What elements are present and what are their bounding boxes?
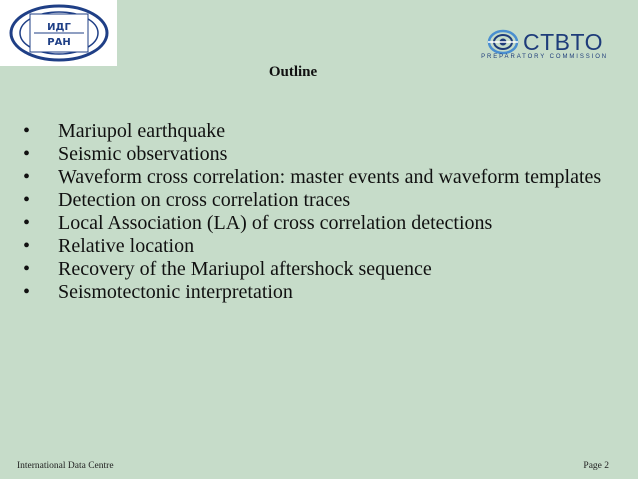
outline-item	[23, 189, 610, 212]
page-number: Page 2	[583, 461, 609, 471]
bullet-icon: •	[23, 281, 31, 303]
outline-item	[23, 120, 610, 143]
bullet-icon: •	[23, 212, 31, 234]
outline-item	[23, 281, 610, 304]
ctbto-subtitle: PREPARATORY COMMISSION	[481, 54, 608, 60]
logo-line2: РАН	[47, 37, 71, 48]
ctbto-logo	[481, 27, 608, 65]
outline-item	[23, 235, 610, 258]
outline-item	[23, 143, 610, 166]
outline-item-text: Relative location	[58, 235, 195, 257]
bullet-icon: •	[23, 235, 31, 257]
bullet-icon: •	[23, 143, 31, 165]
outline-item-text: Recovery of the Mariupol aftershock sequence	[58, 258, 432, 280]
outline-item-text: Mariupol earthquake	[58, 120, 226, 142]
bullet-icon: •	[23, 166, 31, 188]
ctbto-name: CTBTO	[523, 29, 604, 55]
outline-item-text: Detection on cross correlation traces	[58, 189, 351, 211]
idg-ras-emblem-icon	[0, 0, 117, 66]
outline-item	[23, 212, 610, 235]
outline-item-text: Seismotectonic interpretation	[58, 281, 293, 303]
outline-list	[23, 120, 610, 304]
bullet-icon: •	[23, 189, 31, 211]
outline-item	[23, 166, 610, 189]
outline-item-text: Local Association (LA) of cross correlation detections	[58, 212, 493, 234]
ctbto-globe-icon	[486, 29, 520, 55]
logo-line1: ИДГ	[47, 22, 71, 33]
outline-item-text: Seismic observations	[58, 143, 228, 165]
outline-item	[23, 258, 610, 281]
bullet-icon: •	[23, 120, 31, 142]
slide-title: Outline	[268, 64, 318, 80]
outline-item-text: Waveform cross correlation: master events and waveform templates	[58, 166, 602, 188]
idg-ras-logo	[0, 0, 117, 66]
footer-organization: International Data Centre	[17, 461, 114, 471]
bullet-icon: •	[23, 258, 31, 280]
